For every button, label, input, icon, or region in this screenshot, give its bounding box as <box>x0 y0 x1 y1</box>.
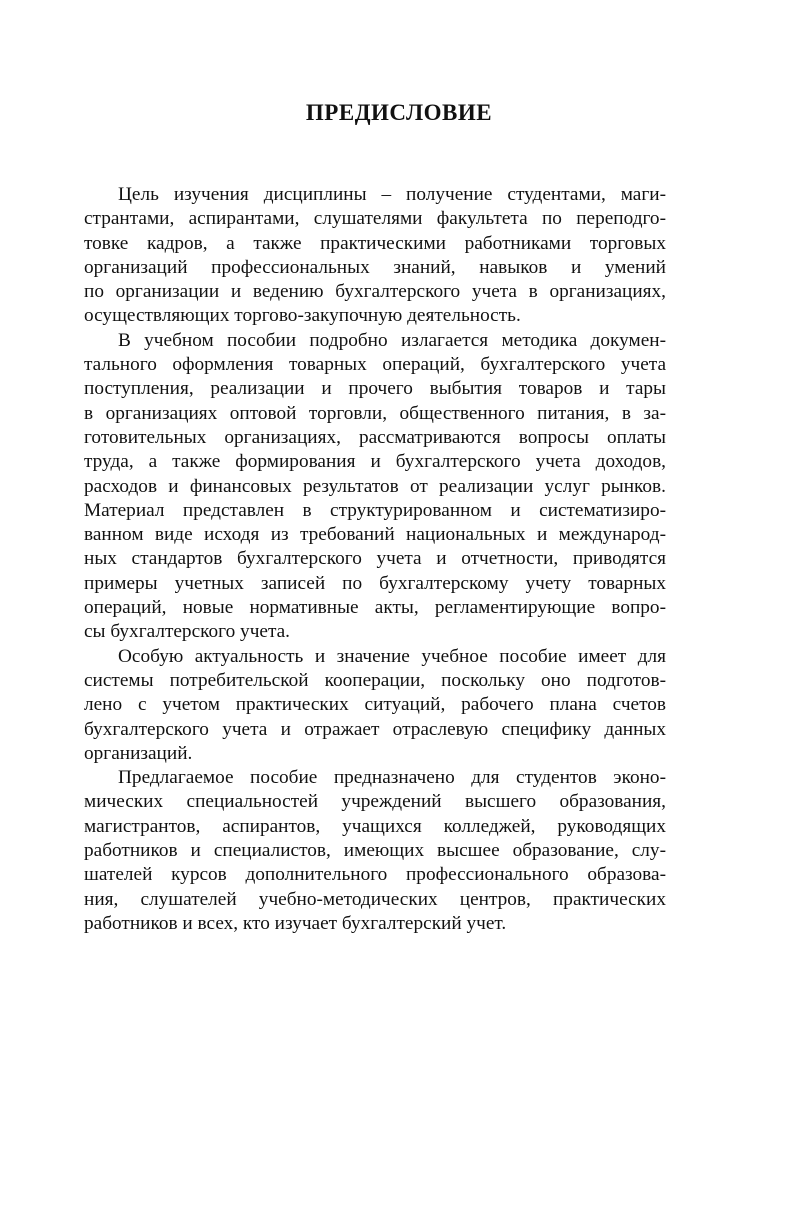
preface-body <box>84 183 666 936</box>
text-line: Предлагаемое пособие предназначено для студентов эконо- <box>118 767 666 789</box>
text-line: ванном виде исходя из требований национальных и международ- <box>84 524 666 546</box>
text-line: тального оформления товарных операций, бухгалтерского учета <box>84 354 666 376</box>
text-line: мических специальностей учреждений высшего образования, <box>84 791 666 813</box>
text-line: труда, а также формирования и бухгалтерского учета доходов, <box>84 451 666 473</box>
text-line: Цель изучения дисциплины – получение студентами, маги- <box>118 184 666 205</box>
text-line: системы потребительской кооперации, поскольку оно подготов- <box>84 669 666 691</box>
text-line: в организациях оптовой торговли, общественного питания, в за- <box>84 402 666 424</box>
text-line: ния, слушателей учебно-методических центров, практических <box>84 888 666 910</box>
text-line: готовительных организациях, рассматриваются вопросы оплаты <box>84 426 666 448</box>
text-line: работников и всех, кто изучает бухгалтерский учет. <box>84 912 507 934</box>
text-line: магистрантов, аспирантов, учащихся колледжей, руководящих <box>84 815 666 837</box>
text-line: расходов и финансовых результатов от реализации услуг рынков. <box>84 475 666 497</box>
text-line: организаций. <box>84 742 193 764</box>
text-line: поступления, реализации и прочего выбытия товаров и тары <box>84 378 666 400</box>
paragraph-3 <box>84 645 666 766</box>
page-title: ПРЕДИСЛОВИЕ <box>305 100 493 125</box>
text-line: лено с учетом практических ситуаций, рабочего плана счетов <box>84 694 666 716</box>
paragraph-2 <box>84 329 666 645</box>
text-line: примеры учетных записей по бухгалтерскому учету товарных <box>84 572 666 594</box>
text-line: сы бухгалтерского учета. <box>84 621 290 643</box>
text-line: организаций профессиональных знаний, навыков и умений <box>84 256 666 278</box>
text-line: В учебном пособии подробно излагается методика докумен- <box>118 329 666 351</box>
text-line: операций, новые нормативные акты, регламентирующие вопро- <box>84 597 666 619</box>
paragraph-1 <box>84 183 666 329</box>
text-line: Особую актуальность и значение учебное пособие имеет для <box>118 645 666 667</box>
paragraph-4 <box>84 766 666 936</box>
text-line: Материал представлен в структурированном и систематизиро- <box>84 499 666 521</box>
text-line: работников и специалистов, имеющих высшее образование, слу- <box>84 840 666 862</box>
text-line: товке кадров, а также практическими работниками торговых <box>84 232 666 254</box>
text-line: по организации и ведению бухгалтерского учета в организациях, <box>84 281 666 303</box>
text-line: бухгалтерского учета и отражает отраслевую специфику данных <box>84 718 666 740</box>
text-line: странтами, аспирантами, слушателями факультета по переподго- <box>84 208 666 230</box>
text-line: шателей курсов дополнительного профессионального образова- <box>84 864 666 886</box>
text-line: осуществляющих торгово-закупочную деятельность. <box>84 305 521 327</box>
text-line: ных стандартов бухгалтерского учета и отчетности, приводятся <box>84 548 666 570</box>
